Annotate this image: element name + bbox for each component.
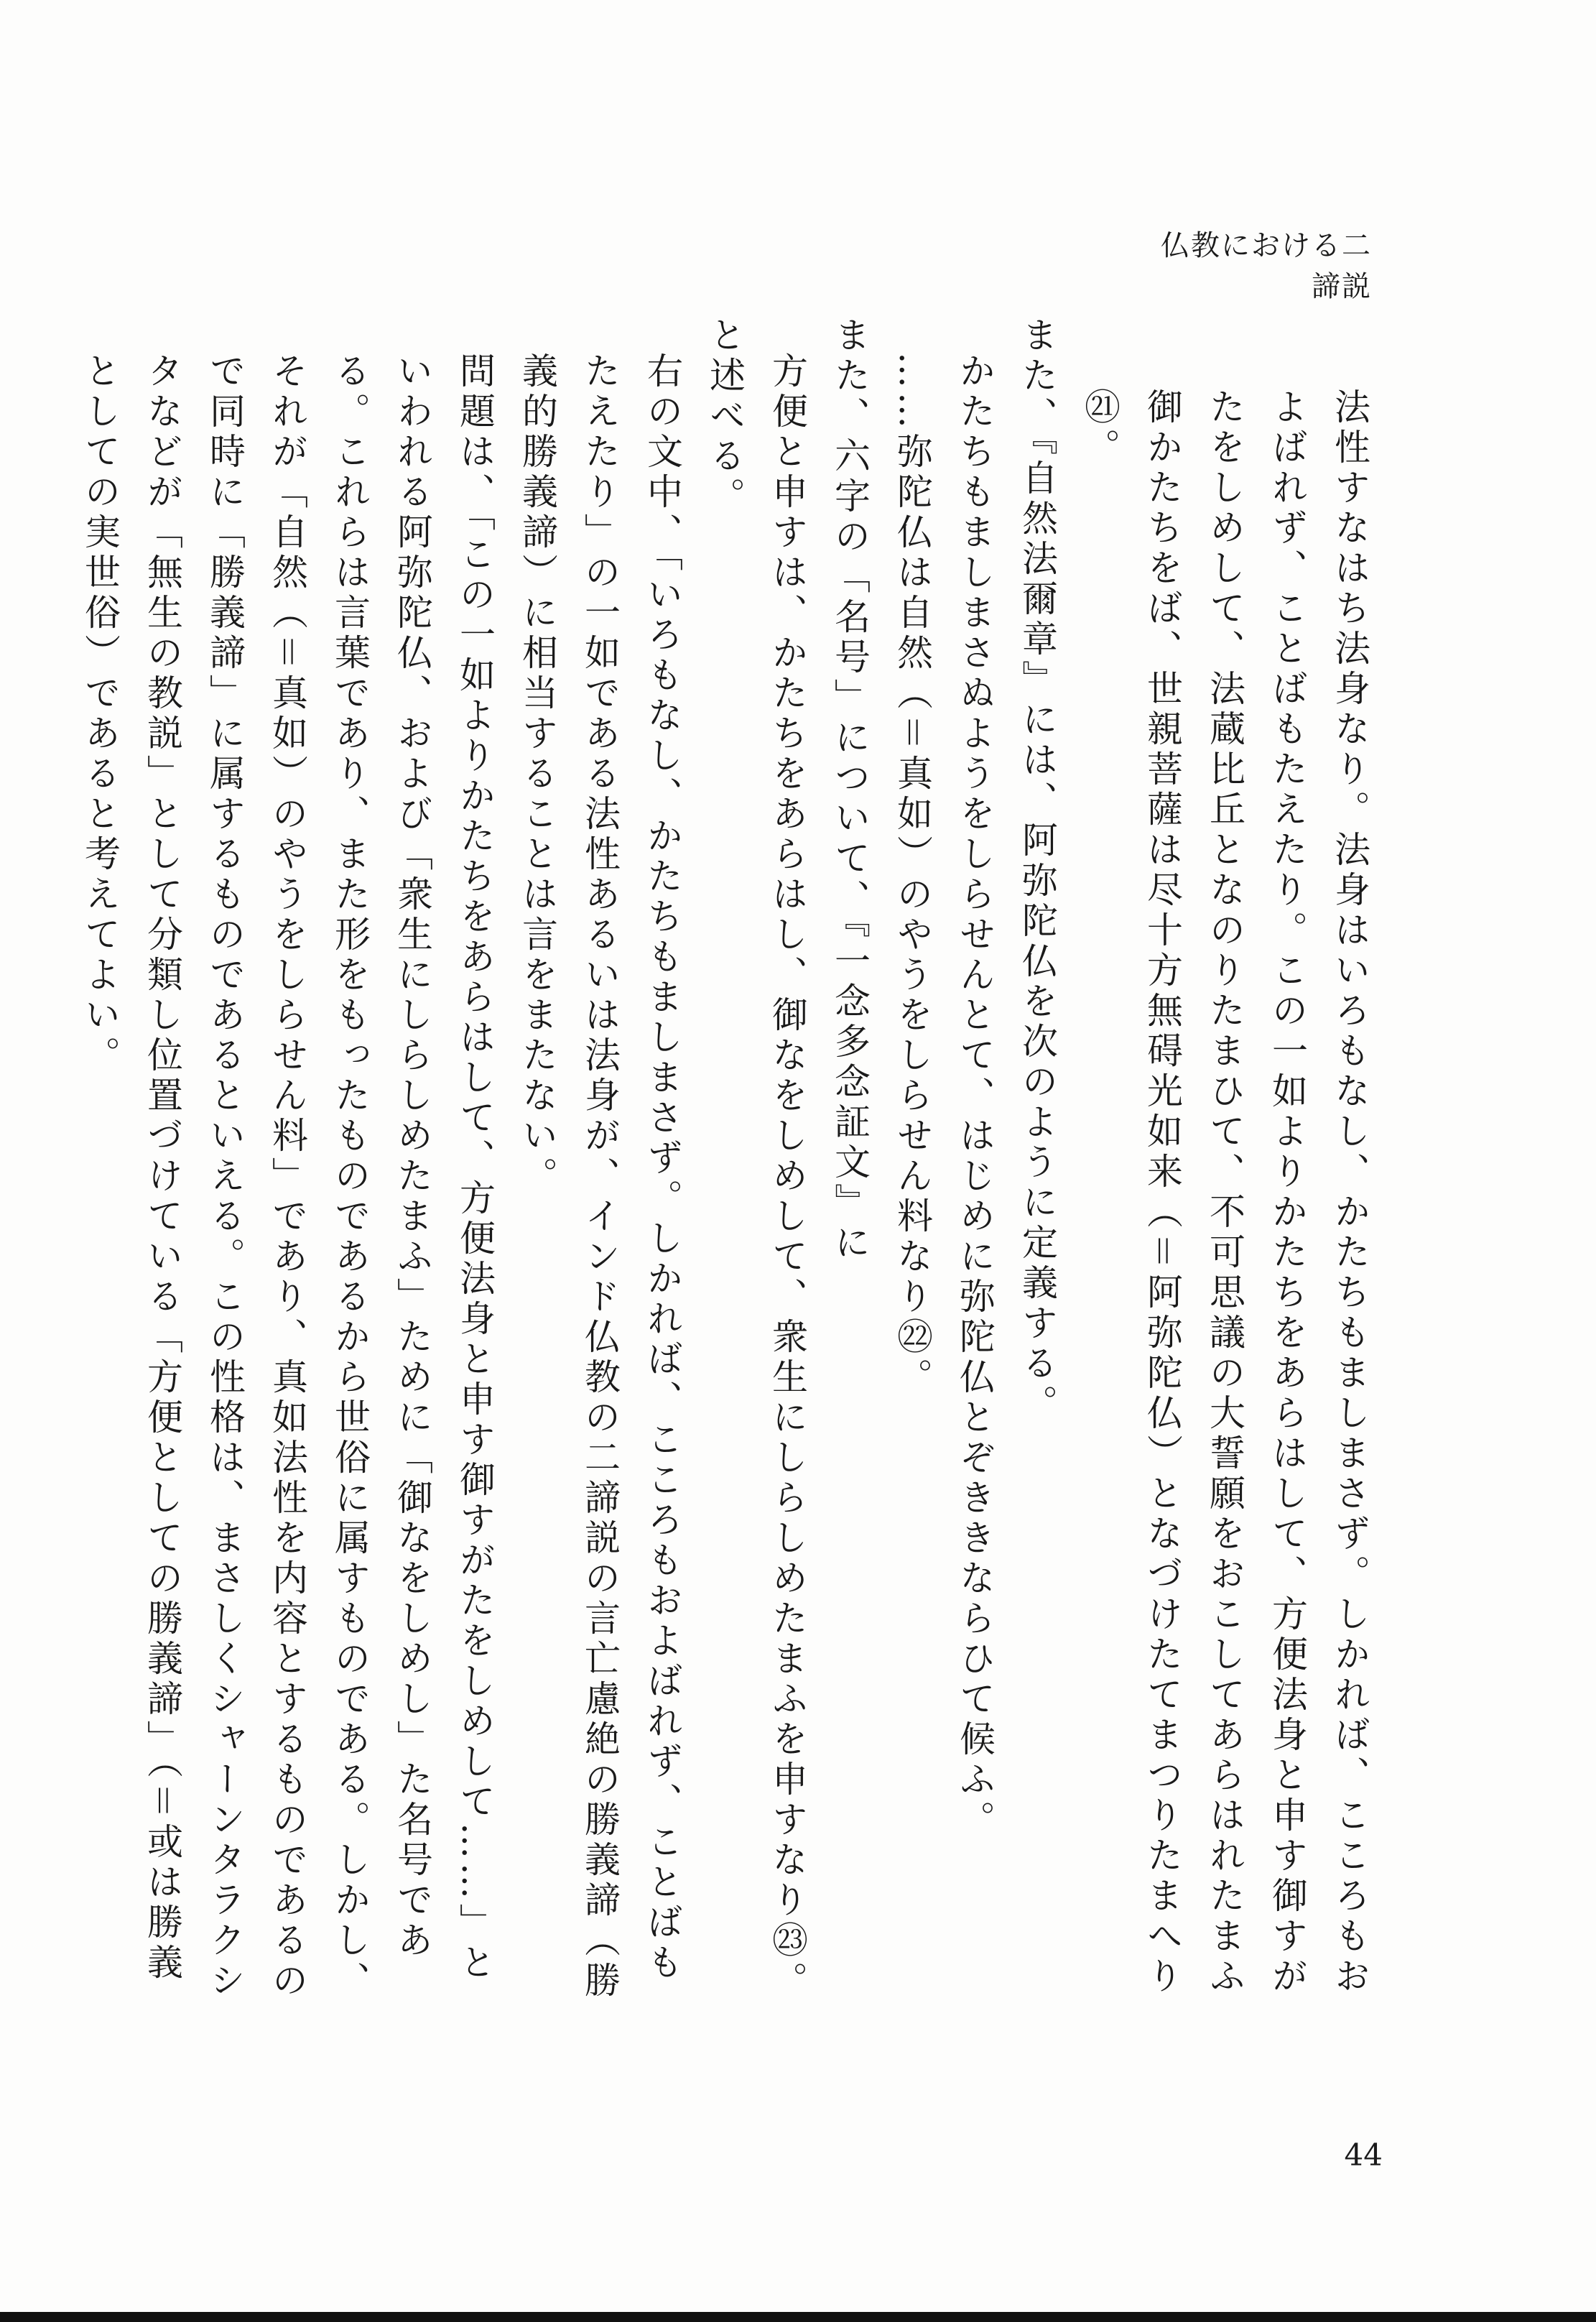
page-number: 44 bbox=[1344, 2137, 1383, 2173]
quote-paragraph: かたちもましまさぬようをしらせんとて、はじめに弥陀仏とぞききならひて候ふ。 bbox=[954, 352, 996, 1841]
body-text bbox=[79, 316, 1381, 2004]
body-paragraph: 問題は、「この一如よりかたちをあらはして、方便法身と申す御すがたをしめして……」といわれる阿弥陀仏、および「衆生にしらしめたまふ」ために「御なをしめし」た名号である。これらは言葉であり、また形をもったものであるから世俗に属すものである。しかし、それが「自然（＝真如）のやうをしらせん料」であり、真如法性を内容とするものであるので同時に「勝義諦」に属するものであるといえる。この性格は、まさしくシャーンタラクシタなどが「無生の教説」として分類し位置づけている「方便としての勝義諦」（＝或は勝義としての実世俗）であると考えてよい。 bbox=[79, 352, 496, 2002]
body-paragraph: 右の文中、「いろもなし、かたちもましまさず。しかれば、こころもおよばれず、ことばもたえたり」の一如である法性あるいは法身が、インド仏教の二諦説の言亡慮絶の勝義諦（勝義的勝義諦）に相当することは言をまたない。 bbox=[516, 352, 683, 2002]
scan-edge-rule bbox=[0, 2312, 1596, 2322]
quote-paragraph: 法性すなはち法身なり。法身はいろもなし、かたちもましまさず。しかれば、こころもおよばれず、ことばもたえたり。この一如よりかたちをあらはして、方便法身と申す御すがたをしめして、法蔵比丘となのりたまひて、不可思議の大誓願をおこしてあらはれたまふ御かたちをば、世親菩薩は尽十方無碍光如来（＝阿弥陀仏）となづけたてまつりたまへり㉑。 bbox=[1079, 388, 1370, 1997]
body-paragraph: また、六字の「名号」について、『一念多念証文』に bbox=[829, 316, 871, 1264]
quote-paragraph: ……弥陀仏は自然（＝真如）のやうをしらせん料なり㉒。 bbox=[891, 352, 933, 1398]
quote-paragraph: 方便と申すは、かたちをあらはし、御なをしめして、衆生にしらしめたまふを申すなり㉓。 bbox=[766, 352, 808, 2002]
body-paragraph: と述べる。 bbox=[704, 316, 746, 517]
running-head: 仏教における二諦説 bbox=[1161, 229, 1372, 303]
body-paragraph: また、『自然法爾章』には、阿弥陀仏を次のように定義する。 bbox=[1016, 316, 1058, 1425]
